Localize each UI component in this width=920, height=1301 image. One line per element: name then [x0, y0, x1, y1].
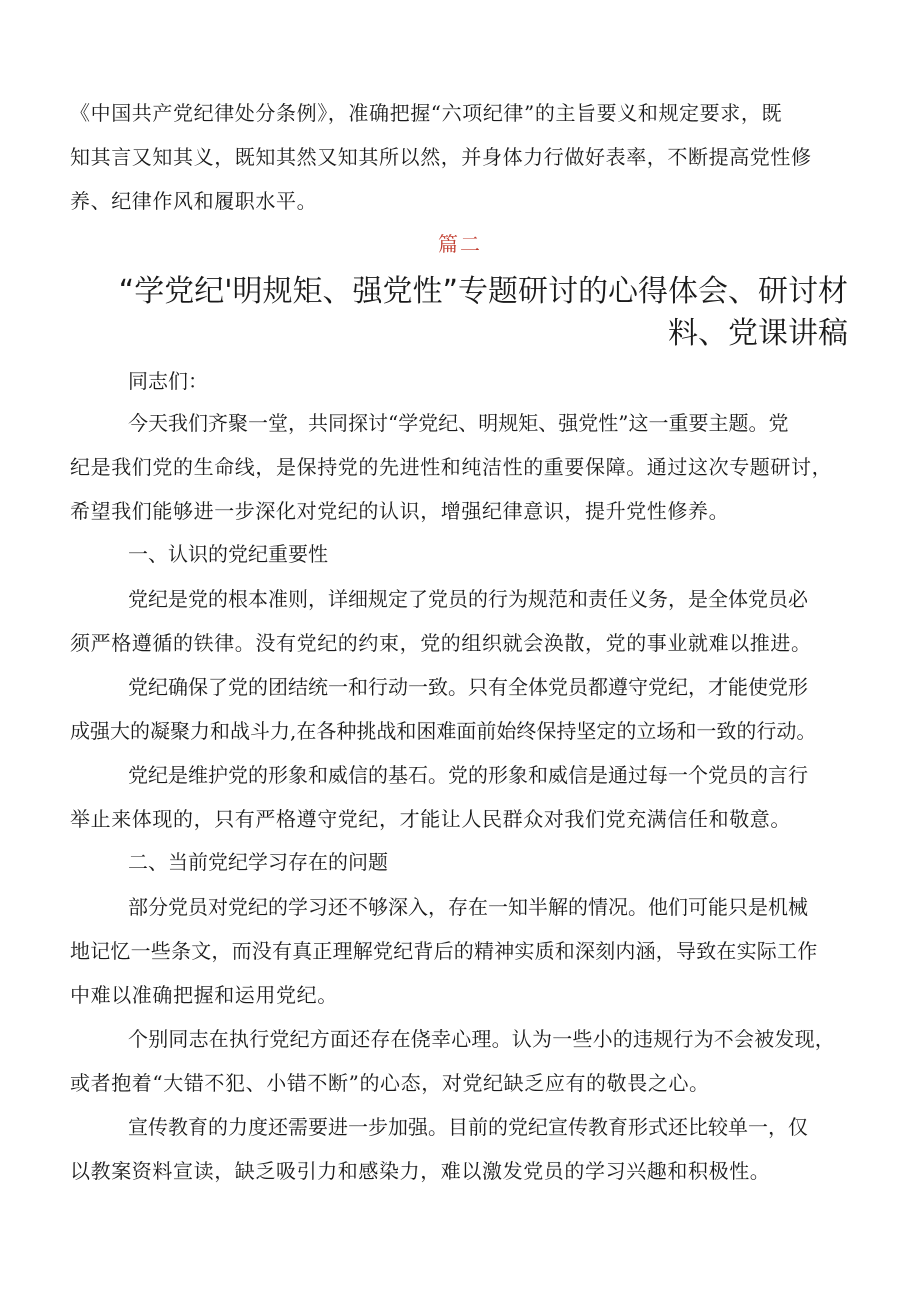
section1-line-6: 举止来体现的，只有严格遵守党纪，才能让人民群众对我们党充满信任和敬意。	[70, 807, 791, 831]
title-line-2: 料、党课讲稿	[668, 316, 848, 351]
section1-line-1: 党纪是党的根本准则，详细规定了党员的行为规范和责任义务，是全体党员必	[128, 587, 808, 611]
section1-line-5: 党纪是维护党的形象和威信的基石。党的形象和威信是通过每一个党员的言行	[128, 763, 808, 787]
intro-line-2: 知其言又知其义，既知其然又知其所以然，并身体力行做好表率，不断提高党性修	[70, 145, 812, 169]
heading-1: 一、认识的党纪重要性	[128, 542, 328, 566]
intro-line-1: 《中国共产党纪律处分条例》，准确把握“六项纪律”的主旨要义和规定要求，既	[70, 101, 783, 125]
section2-line-7: 以教案资料宣读，缺乏吸引力和感染力，难以激发党员的学习兴趣和积极性。	[70, 1159, 771, 1183]
opening-line-2: 纪是我们党的生命线，是保持党的先进性和纯洁性的重要保障。通过这次专题研讨，	[70, 455, 833, 479]
section1-line-2: 须严格遵循的铁律。没有党纪的约束，党的组织就会涣散，党的事业就难以推进。	[70, 631, 812, 655]
section-label: 篇二	[438, 232, 482, 256]
heading-2: 二、当前党纪学习存在的问题	[128, 850, 388, 874]
section2-line-2: 地记忆一些条文，而没有真正理解党纪背后的精神实质和深刻内涵，导致在实际工作	[70, 939, 818, 963]
section2-line-6: 宣传教育的力度还需要进一步加强。目前的党纪宣传教育形式还比较单一，仅	[128, 1115, 808, 1139]
opening-line-3: 希望我们能够进一步深化对党纪的认识，增强纪律意识，提升党性修养。	[70, 499, 730, 523]
intro-line-3: 养、纪律作风和履职水平。	[70, 189, 318, 213]
title-line-1: “学党纪'明规矩、强党性”专题研讨的心得体会、研讨材	[118, 274, 848, 309]
section2-line-4: 个别同志在执行党纪方面还存在侥幸心理。认为一些小的违规行为不会被发现，	[128, 1027, 835, 1051]
section2-line-3: 中难以准确把握和运用党纪。	[70, 983, 338, 1007]
section1-line-4: 成强大的凝聚力和战斗力,在各种挑战和困难面前始终保持坚定的立场和一致的行动。	[70, 719, 817, 743]
section2-line-5: 或者抱着“大错不犯、小错不断”的心态，对党纪缺乏应有的敬畏之心。	[70, 1071, 710, 1095]
opening-line-1: 今天我们齐聚一堂，共同探讨“学党纪、明规矩、强党性”这一重要主题。党	[128, 411, 789, 435]
section2-line-1: 部分党员对党纪的学习还不够深入，存在一知半解的情况。他们可能只是机械	[128, 895, 808, 919]
section1-line-3: 党纪确保了党的团结统一和行动一致。只有全体党员都遵守党纪，才能使党形	[128, 675, 808, 699]
salutation: 同志们：	[128, 369, 208, 393]
